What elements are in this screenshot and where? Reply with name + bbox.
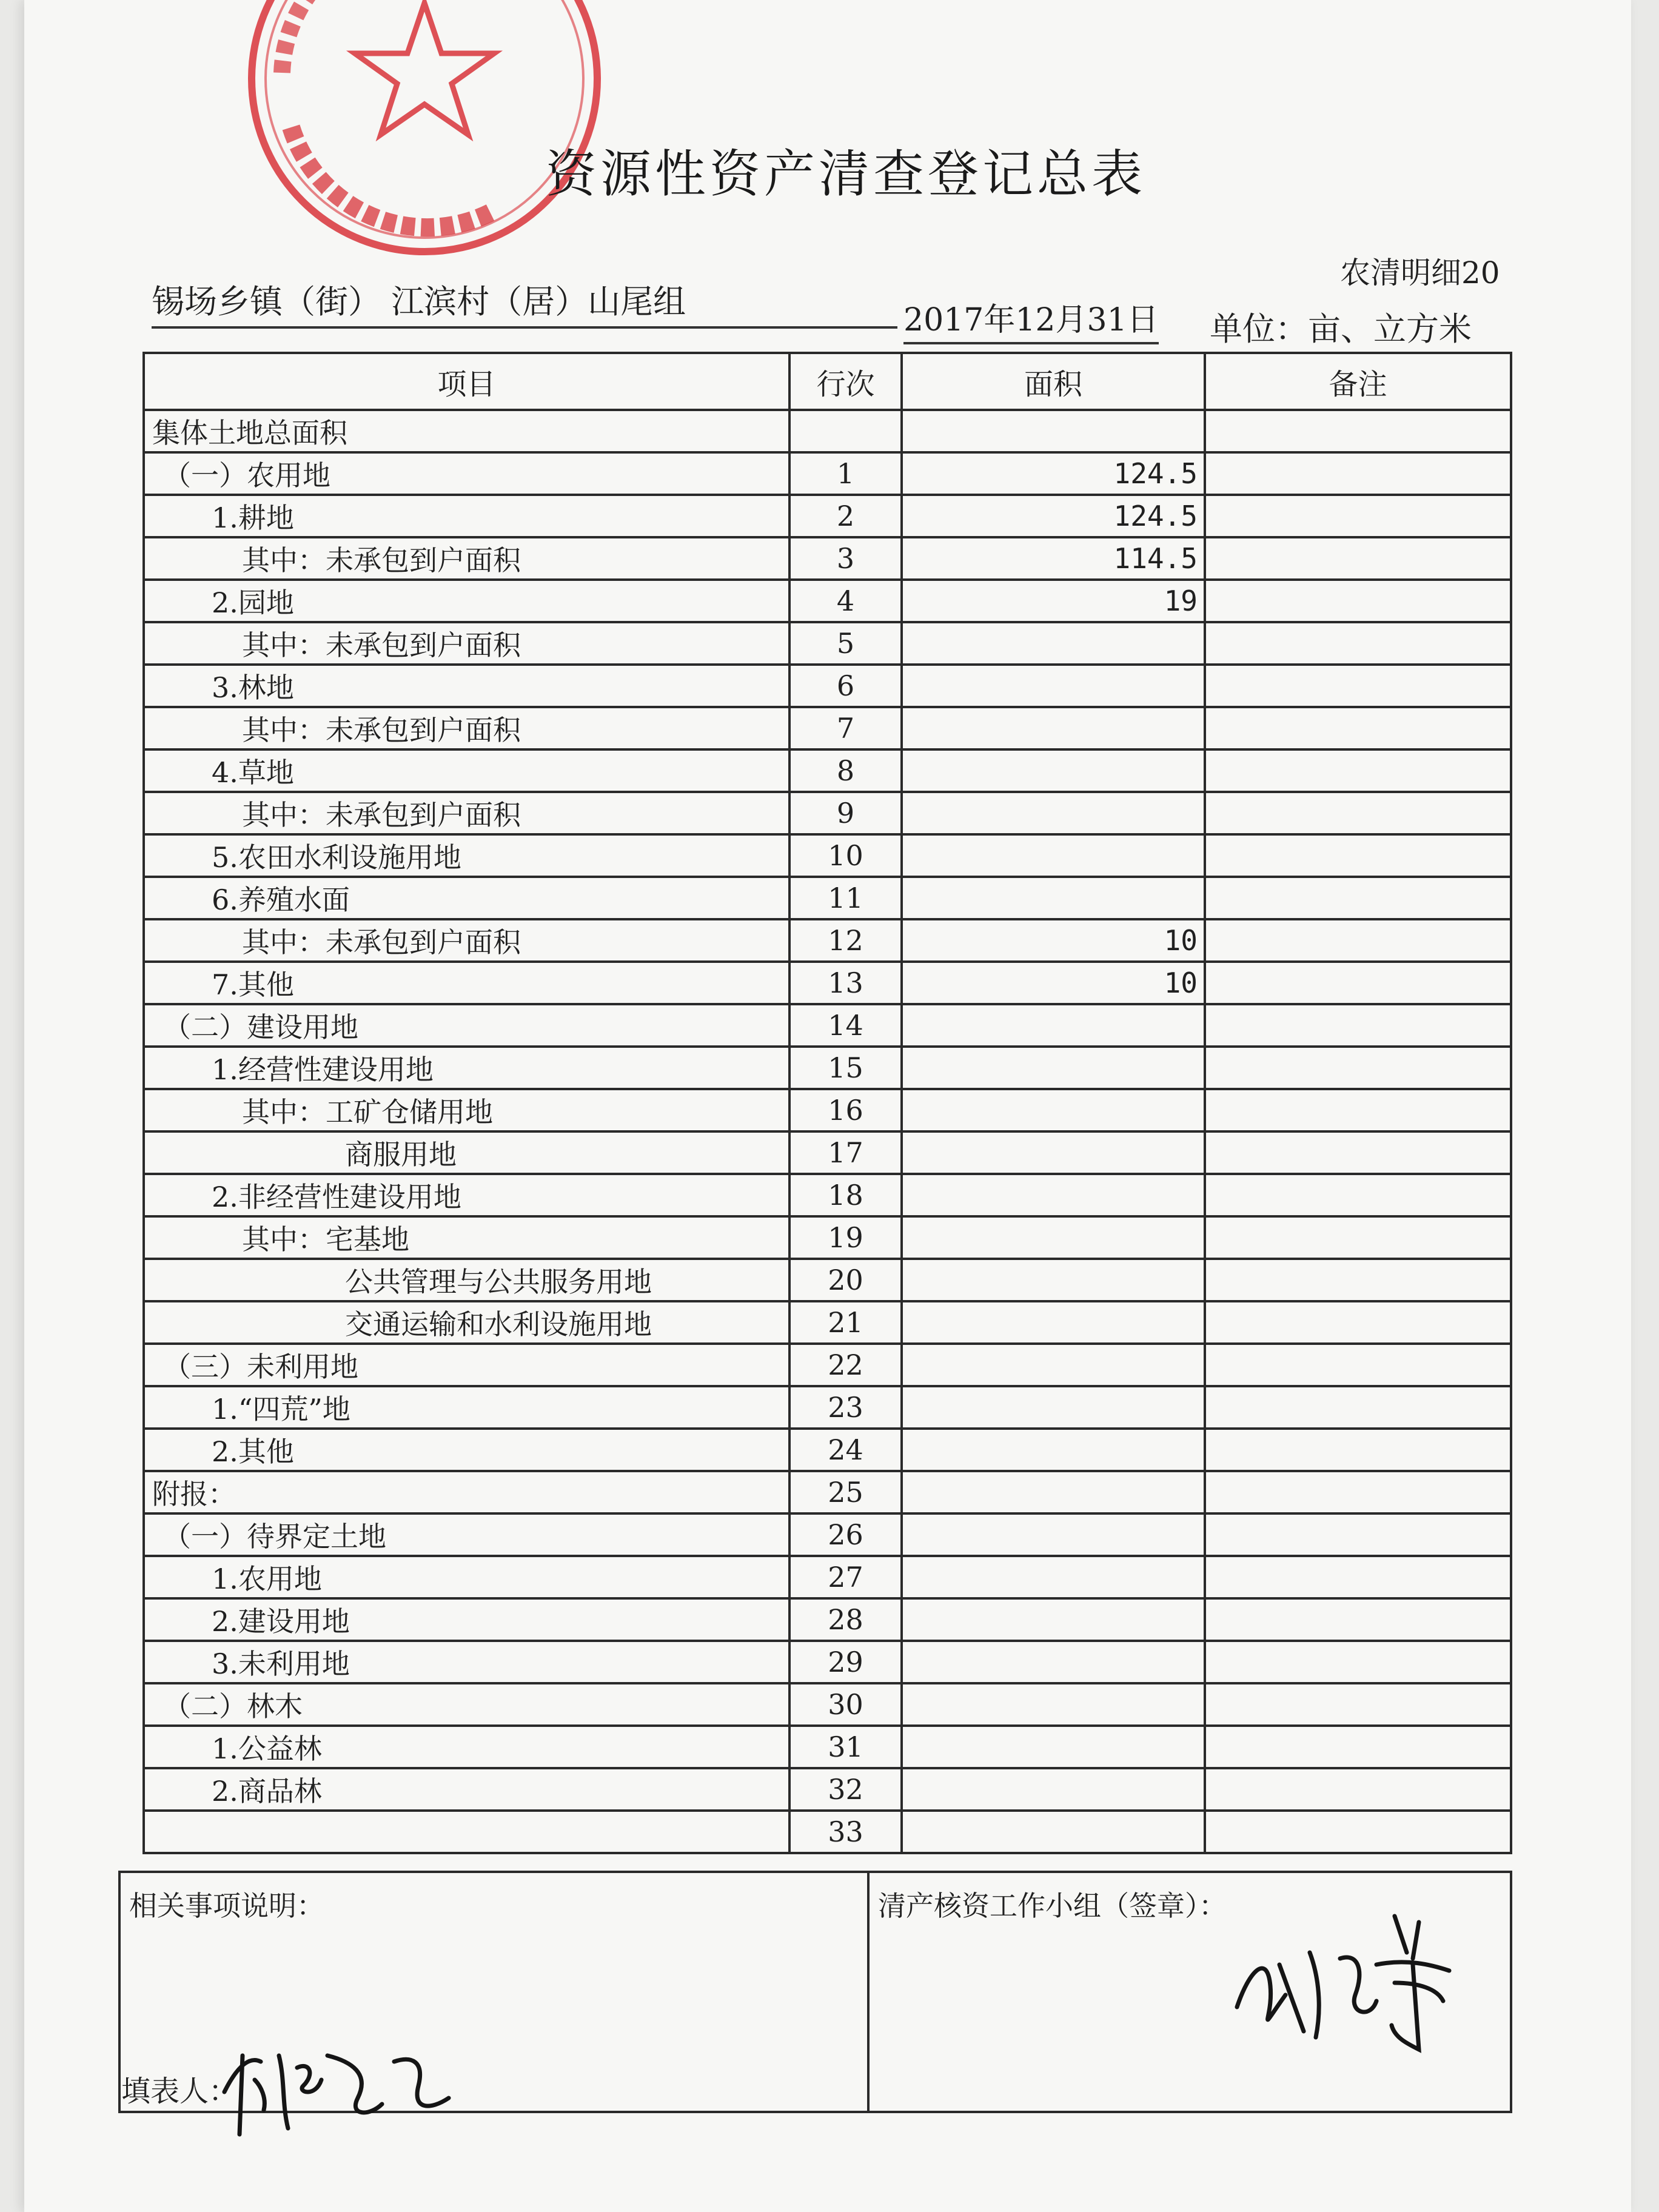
row-item: 集体土地总面积 — [144, 410, 789, 452]
table-row — [144, 1429, 1511, 1471]
group-signature — [1213, 1880, 1467, 2062]
document-page — [24, 0, 1631, 2212]
row-number: 10 — [789, 834, 902, 877]
notes-label: 相关事项说明： — [129, 1889, 324, 1922]
row-item: 7.其他 — [144, 962, 789, 1004]
row-number: 28 — [789, 1598, 902, 1641]
row-remarks — [1205, 1216, 1511, 1259]
row-number: 16 — [789, 1089, 902, 1131]
row-number: 7 — [789, 707, 902, 749]
row-number: 31 — [789, 1726, 902, 1768]
row-area — [902, 749, 1205, 792]
row-number: 2 — [789, 495, 902, 537]
table-row — [144, 622, 1511, 665]
row-number — [789, 410, 902, 452]
row-item: （二）林木 — [144, 1683, 789, 1726]
row-remarks — [1205, 452, 1511, 495]
row-remarks — [1205, 1047, 1511, 1089]
row-number: 13 — [789, 962, 902, 1004]
table-row — [144, 1386, 1511, 1429]
row-number: 26 — [789, 1513, 902, 1556]
table-row — [144, 1301, 1511, 1344]
row-number: 22 — [789, 1344, 902, 1386]
row-area: 124.5 — [902, 452, 1205, 495]
table-row — [144, 1216, 1511, 1259]
header-row-no: 行次 — [789, 353, 902, 410]
row-number: 33 — [789, 1811, 902, 1853]
row-number: 21 — [789, 1301, 902, 1344]
row-remarks — [1205, 1641, 1511, 1683]
row-item: 商服用地 — [144, 1131, 789, 1174]
location-line: 锡场乡镇（街） 江滨村（居）山尾组 — [152, 276, 897, 329]
table-row — [144, 410, 1511, 452]
row-remarks — [1205, 1429, 1511, 1471]
row-area — [902, 1471, 1205, 1513]
row-number: 32 — [789, 1768, 902, 1811]
row-area — [902, 1598, 1205, 1641]
row-area — [902, 1556, 1205, 1598]
table-row — [144, 1768, 1511, 1811]
row-number: 20 — [789, 1259, 902, 1301]
row-item: （一）农用地 — [144, 452, 789, 495]
row-area — [902, 1386, 1205, 1429]
row-remarks — [1205, 622, 1511, 665]
row-area — [902, 1004, 1205, 1047]
row-item: 1.公益林 — [144, 1726, 789, 1768]
row-remarks — [1205, 1811, 1511, 1853]
row-item: 3.林地 — [144, 665, 789, 707]
row-number: 24 — [789, 1429, 902, 1471]
row-area — [902, 1726, 1205, 1768]
unit-label: 单位：亩、立方米 — [1210, 310, 1472, 348]
row-item: 2.园地 — [144, 580, 789, 622]
table-row — [144, 1131, 1511, 1174]
row-area — [902, 1301, 1205, 1344]
table-header-row — [144, 353, 1511, 410]
row-remarks — [1205, 1556, 1511, 1598]
row-area — [902, 1641, 1205, 1683]
row-remarks — [1205, 1131, 1511, 1174]
row-area — [902, 1259, 1205, 1301]
row-remarks — [1205, 919, 1511, 962]
row-area: 19 — [902, 580, 1205, 622]
row-item: （二）建设用地 — [144, 1004, 789, 1047]
row-item: 6.养殖水面 — [144, 877, 789, 919]
row-area — [902, 1811, 1205, 1853]
asset-register-table — [142, 352, 1512, 1854]
row-number: 8 — [789, 749, 902, 792]
row-area — [902, 410, 1205, 452]
row-item — [144, 1811, 789, 1853]
row-item: 附报： — [144, 1471, 789, 1513]
table-row — [144, 1683, 1511, 1726]
table-row — [144, 495, 1511, 537]
row-area — [902, 1089, 1205, 1131]
row-area — [902, 877, 1205, 919]
table-row — [144, 1174, 1511, 1216]
row-remarks — [1205, 1768, 1511, 1811]
row-number: 18 — [789, 1174, 902, 1216]
row-number: 15 — [789, 1047, 902, 1089]
table-row — [144, 580, 1511, 622]
row-number: 27 — [789, 1556, 902, 1598]
table-row — [144, 1811, 1511, 1853]
row-item: 1.“四荒”地 — [144, 1386, 789, 1429]
row-remarks — [1205, 1471, 1511, 1513]
filler-signature — [212, 2019, 467, 2140]
row-remarks — [1205, 1598, 1511, 1641]
row-item: 其中：未承包到户面积 — [144, 919, 789, 962]
row-number: 30 — [789, 1683, 902, 1726]
row-remarks — [1205, 834, 1511, 877]
row-area: 10 — [902, 962, 1205, 1004]
row-number: 11 — [789, 877, 902, 919]
header-area: 面积 — [902, 353, 1205, 410]
row-area — [902, 1047, 1205, 1089]
table-row — [144, 1471, 1511, 1513]
row-item: 其中：未承包到户面积 — [144, 537, 789, 580]
table-row — [144, 749, 1511, 792]
row-remarks — [1205, 1513, 1511, 1556]
table-row — [144, 1047, 1511, 1089]
row-area — [902, 1513, 1205, 1556]
row-item: 2.其他 — [144, 1429, 789, 1471]
row-remarks — [1205, 707, 1511, 749]
row-number: 3 — [789, 537, 902, 580]
row-number: 6 — [789, 665, 902, 707]
table-row — [144, 1259, 1511, 1301]
row-number: 5 — [789, 622, 902, 665]
row-remarks — [1205, 1004, 1511, 1047]
row-item: 1.农用地 — [144, 1556, 789, 1598]
row-item: 2.商品林 — [144, 1768, 789, 1811]
row-item: 公共管理与公共服务用地 — [144, 1259, 789, 1301]
row-item: 交通运输和水利设施用地 — [144, 1301, 789, 1344]
row-item: 2.建设用地 — [144, 1598, 789, 1641]
group-sign-label: 清产核资工作小组（签章）： — [878, 1889, 1227, 1922]
row-area: 10 — [902, 919, 1205, 962]
row-remarks — [1205, 495, 1511, 537]
row-number: 4 — [789, 580, 902, 622]
table-row — [144, 962, 1511, 1004]
row-area: 114.5 — [902, 537, 1205, 580]
table-row — [144, 1556, 1511, 1598]
row-remarks — [1205, 1683, 1511, 1726]
row-item: 1.经营性建设用地 — [144, 1047, 789, 1089]
row-area — [902, 1683, 1205, 1726]
row-item: 1.耕地 — [144, 495, 789, 537]
row-area — [902, 1216, 1205, 1259]
row-remarks — [1205, 1344, 1511, 1386]
table-row — [144, 1513, 1511, 1556]
row-remarks — [1205, 1174, 1511, 1216]
row-remarks — [1205, 410, 1511, 452]
row-item: 其中：未承包到户面积 — [144, 792, 789, 834]
row-area — [902, 792, 1205, 834]
row-item: 其中：未承包到户面积 — [144, 707, 789, 749]
row-number: 23 — [789, 1386, 902, 1429]
row-number: 1 — [789, 452, 902, 495]
row-area — [902, 665, 1205, 707]
table-row — [144, 919, 1511, 962]
row-remarks — [1205, 792, 1511, 834]
row-number: 17 — [789, 1131, 902, 1174]
row-number: 25 — [789, 1471, 902, 1513]
row-remarks — [1205, 1259, 1511, 1301]
row-remarks — [1205, 877, 1511, 919]
row-area — [902, 1174, 1205, 1216]
table-row — [144, 1089, 1511, 1131]
row-remarks — [1205, 537, 1511, 580]
table-row — [144, 1598, 1511, 1641]
row-number: 14 — [789, 1004, 902, 1047]
row-area — [902, 1429, 1205, 1471]
row-number: 9 — [789, 792, 902, 834]
form-code: 农清明细20 — [1340, 255, 1500, 290]
row-area — [902, 622, 1205, 665]
row-item: 4.草地 — [144, 749, 789, 792]
row-remarks — [1205, 1301, 1511, 1344]
row-remarks — [1205, 1089, 1511, 1131]
table-row — [144, 877, 1511, 919]
row-remarks — [1205, 1386, 1511, 1429]
table-row — [144, 452, 1511, 495]
document-title: 资源性资产清查登记总表 — [546, 144, 1147, 204]
row-area — [902, 1768, 1205, 1811]
row-remarks — [1205, 580, 1511, 622]
table-row — [144, 537, 1511, 580]
table-row — [144, 1004, 1511, 1047]
row-item: 5.农田水利设施用地 — [144, 834, 789, 877]
row-area — [902, 707, 1205, 749]
row-item: （一）待界定土地 — [144, 1513, 789, 1556]
row-number: 19 — [789, 1216, 902, 1259]
row-area: 124.5 — [902, 495, 1205, 537]
table-row — [144, 665, 1511, 707]
row-item: 3.未利用地 — [144, 1641, 789, 1683]
row-remarks — [1205, 665, 1511, 707]
row-remarks — [1205, 1726, 1511, 1768]
filler-label: 填表人： — [121, 2074, 238, 2108]
table-row — [144, 1726, 1511, 1768]
row-area — [902, 1131, 1205, 1174]
table-row — [144, 1641, 1511, 1683]
row-item: 其中：工矿仓储用地 — [144, 1089, 789, 1131]
row-item: （三）未利用地 — [144, 1344, 789, 1386]
row-remarks — [1205, 962, 1511, 1004]
row-number: 12 — [789, 919, 902, 962]
row-item: 2.非经营性建设用地 — [144, 1174, 789, 1216]
table-row — [144, 792, 1511, 834]
row-area — [902, 1344, 1205, 1386]
table-row — [144, 834, 1511, 877]
header-remarks: 备注 — [1205, 353, 1511, 410]
row-number: 29 — [789, 1641, 902, 1683]
row-item: 其中：宅基地 — [144, 1216, 789, 1259]
row-remarks — [1205, 749, 1511, 792]
report-date: 2017年12月31日 — [903, 294, 1159, 344]
header-item: 项目 — [144, 353, 789, 410]
row-item: 其中：未承包到户面积 — [144, 622, 789, 665]
table-row — [144, 707, 1511, 749]
row-area — [902, 834, 1205, 877]
table-row — [144, 1344, 1511, 1386]
